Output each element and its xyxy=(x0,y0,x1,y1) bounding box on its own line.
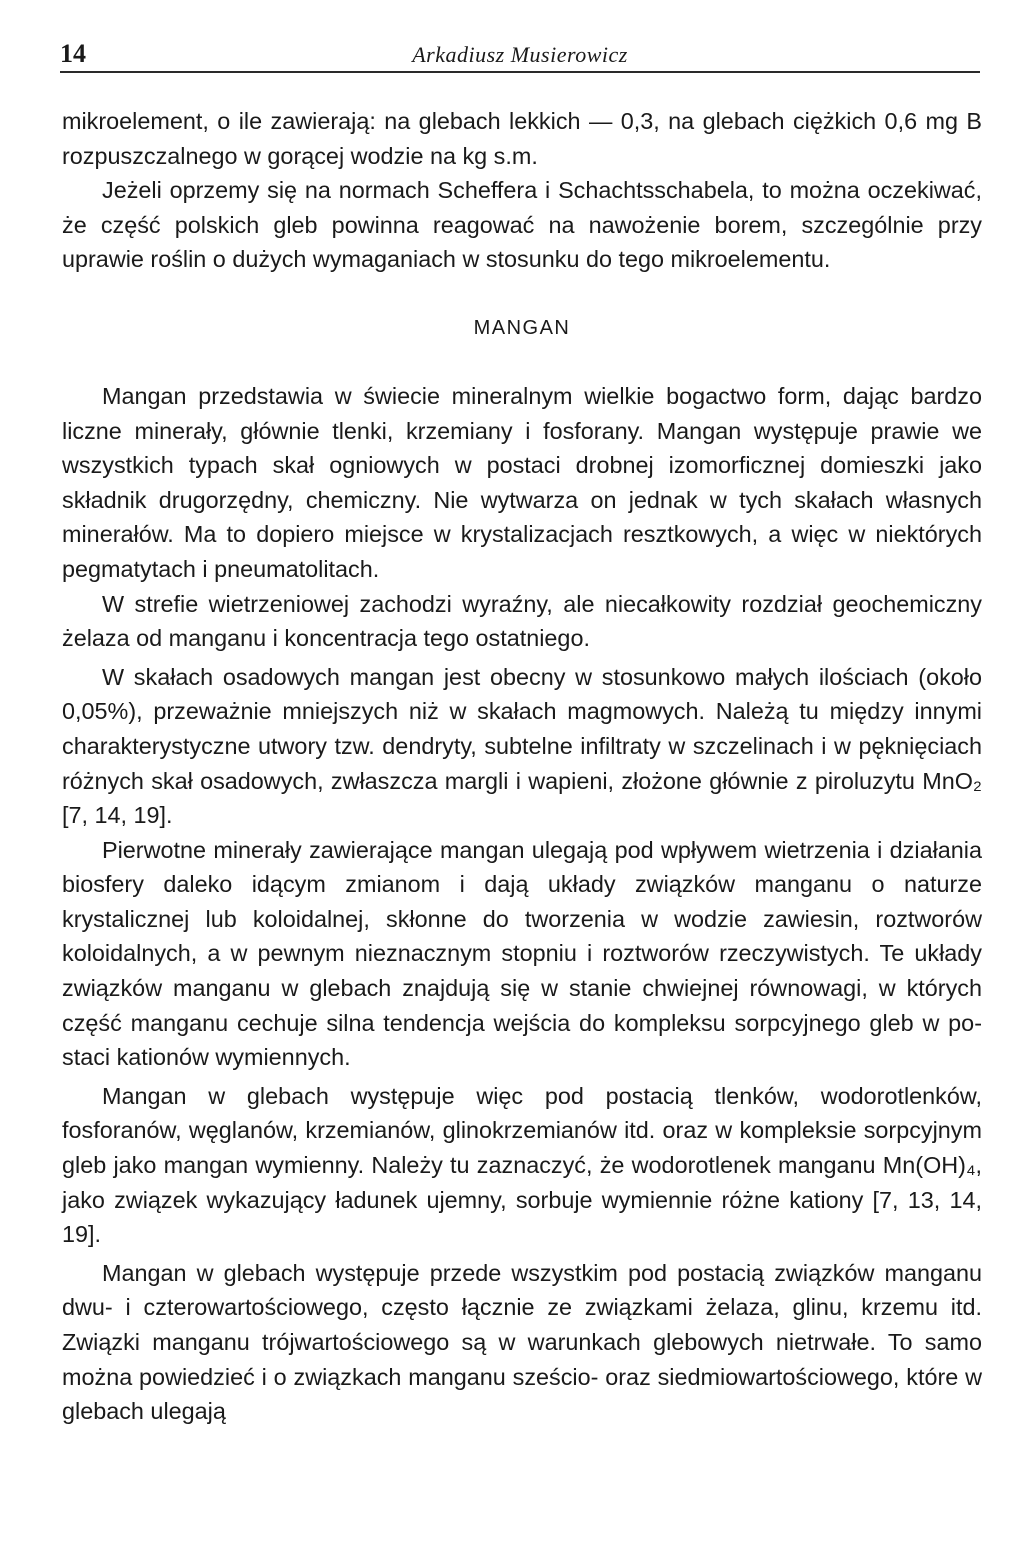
section-heading-mangan: MANGAN xyxy=(473,316,571,339)
paragraph-mangan-in-soils: Mangan w glebach występuje więc pod postacią tlenków, wodorotlenków, fosforanów, węglanów, krzemianów, glinokrzemianów itd. oraz w kompleksie sorpcyjnym gleb jako mangan wymienny. Należy tu zaznaczyć, że wodorotlenek manganu Mn(OH)₄, jako związek wykazujący ładunek ujemny, sorbuje wymiennie różne kationy [7, 13, 14, 19]. xyxy=(62,1082,982,1248)
paragraph-sedimentary-rocks: W skałach osadowych mangan jest obecny w stosunkowo małych ilościach (około 0,05%), przeważnie mniejszych niż w skałach magmowych. Należą tu między innymi charakterystyczne utwory tzw. dendryty, subtelne infiltraty w szczelinach i w pęknięciach różnych skał osadowych, zwłaszcza margli i wapieni, złożone głównie z piroluzytu MnO₂ [7, 14, 19]. xyxy=(62,663,982,829)
paragraph-boron-norms: Jeżeli oprzemy się na normach Scheffera i Schachtsschabela, to można oczekiwać, że część polskich gleb powinna reagować na nawożenie borem, szczególnie przy uprawie roślin o dużych wymaganiach w stosunku do tego mikroelementu. xyxy=(62,177,982,273)
header-rule xyxy=(60,71,980,73)
paragraph-valence-compounds: Mangan w glebach występuje przede wszystkim pod postacią związków manganu dwu- i czterowartościowego, często łącznie ze związkami żelaza, glinu, krzemu itd. Związki manganu trójwartościowego są w warunkach glebowych nietrwałe. To samo można powiedzieć i o związkach manganu sześcio- oraz siedmiowartościowego, które w glebach ulegają xyxy=(62,1259,982,1425)
body-text xyxy=(62,104,982,1429)
running-header xyxy=(60,40,980,74)
paragraph-mangan-forms: Mangan przedstawia w świecie mineralnym wielkie bogactwo form, dając bardzo liczne minerały, głównie tlenki, krzemiany i fosforany. Mangan występuje prawie we wszystkich typach skał ogniowych w postaci drobnej izomorficznej domieszki jako składnik drugorzędny, chemiczny. Nie wytwarza on jednak w tych skałach własnych minerałów. Ma to dopiero miejsce w krystalizacjach resztkowych, a więc w niektórych pegmatytach i pneumatolitach. xyxy=(62,382,982,582)
paragraph-primary-minerals: Pierwotne minerały zawierające mangan ulegają pod wpływem wietrzenia i działania biosfery daleko idącym zmianom i dają układy związków manganu o naturze krystalicznej lub koloidalnej, skłonne do tworzenia w wodzie zawiesin, roztworów koloidalnych, a w pewnym nieznacznym stopniu i roztworów rzeczywistych. Te układy związków manganu w glebach znajdują się w stanie chwiejnej równowagi, w których część manganu cechuje silna tendencja wejścia do kompleksu sorpcyjnego gleb w postaci kationów wymiennych. xyxy=(62,836,982,1071)
paragraph-weathering-zone: W strefie wietrzeniowej zachodzi wyraźny, ale niecałkowity rozdział geochemiczny żelaza od manganu i koncentracja tego ostatniego. xyxy=(62,590,982,652)
paragraph-continuation: mikroelement, o ile zawierają: na glebach lekkich — 0,3, na glebach ciężkich 0,6 mg B rozpuszczalnego w gorącej wodzie na kg s.m. xyxy=(62,108,982,169)
page-number: 14 xyxy=(60,39,86,68)
running-header-author: Arkadiusz Musierowicz xyxy=(412,42,628,67)
